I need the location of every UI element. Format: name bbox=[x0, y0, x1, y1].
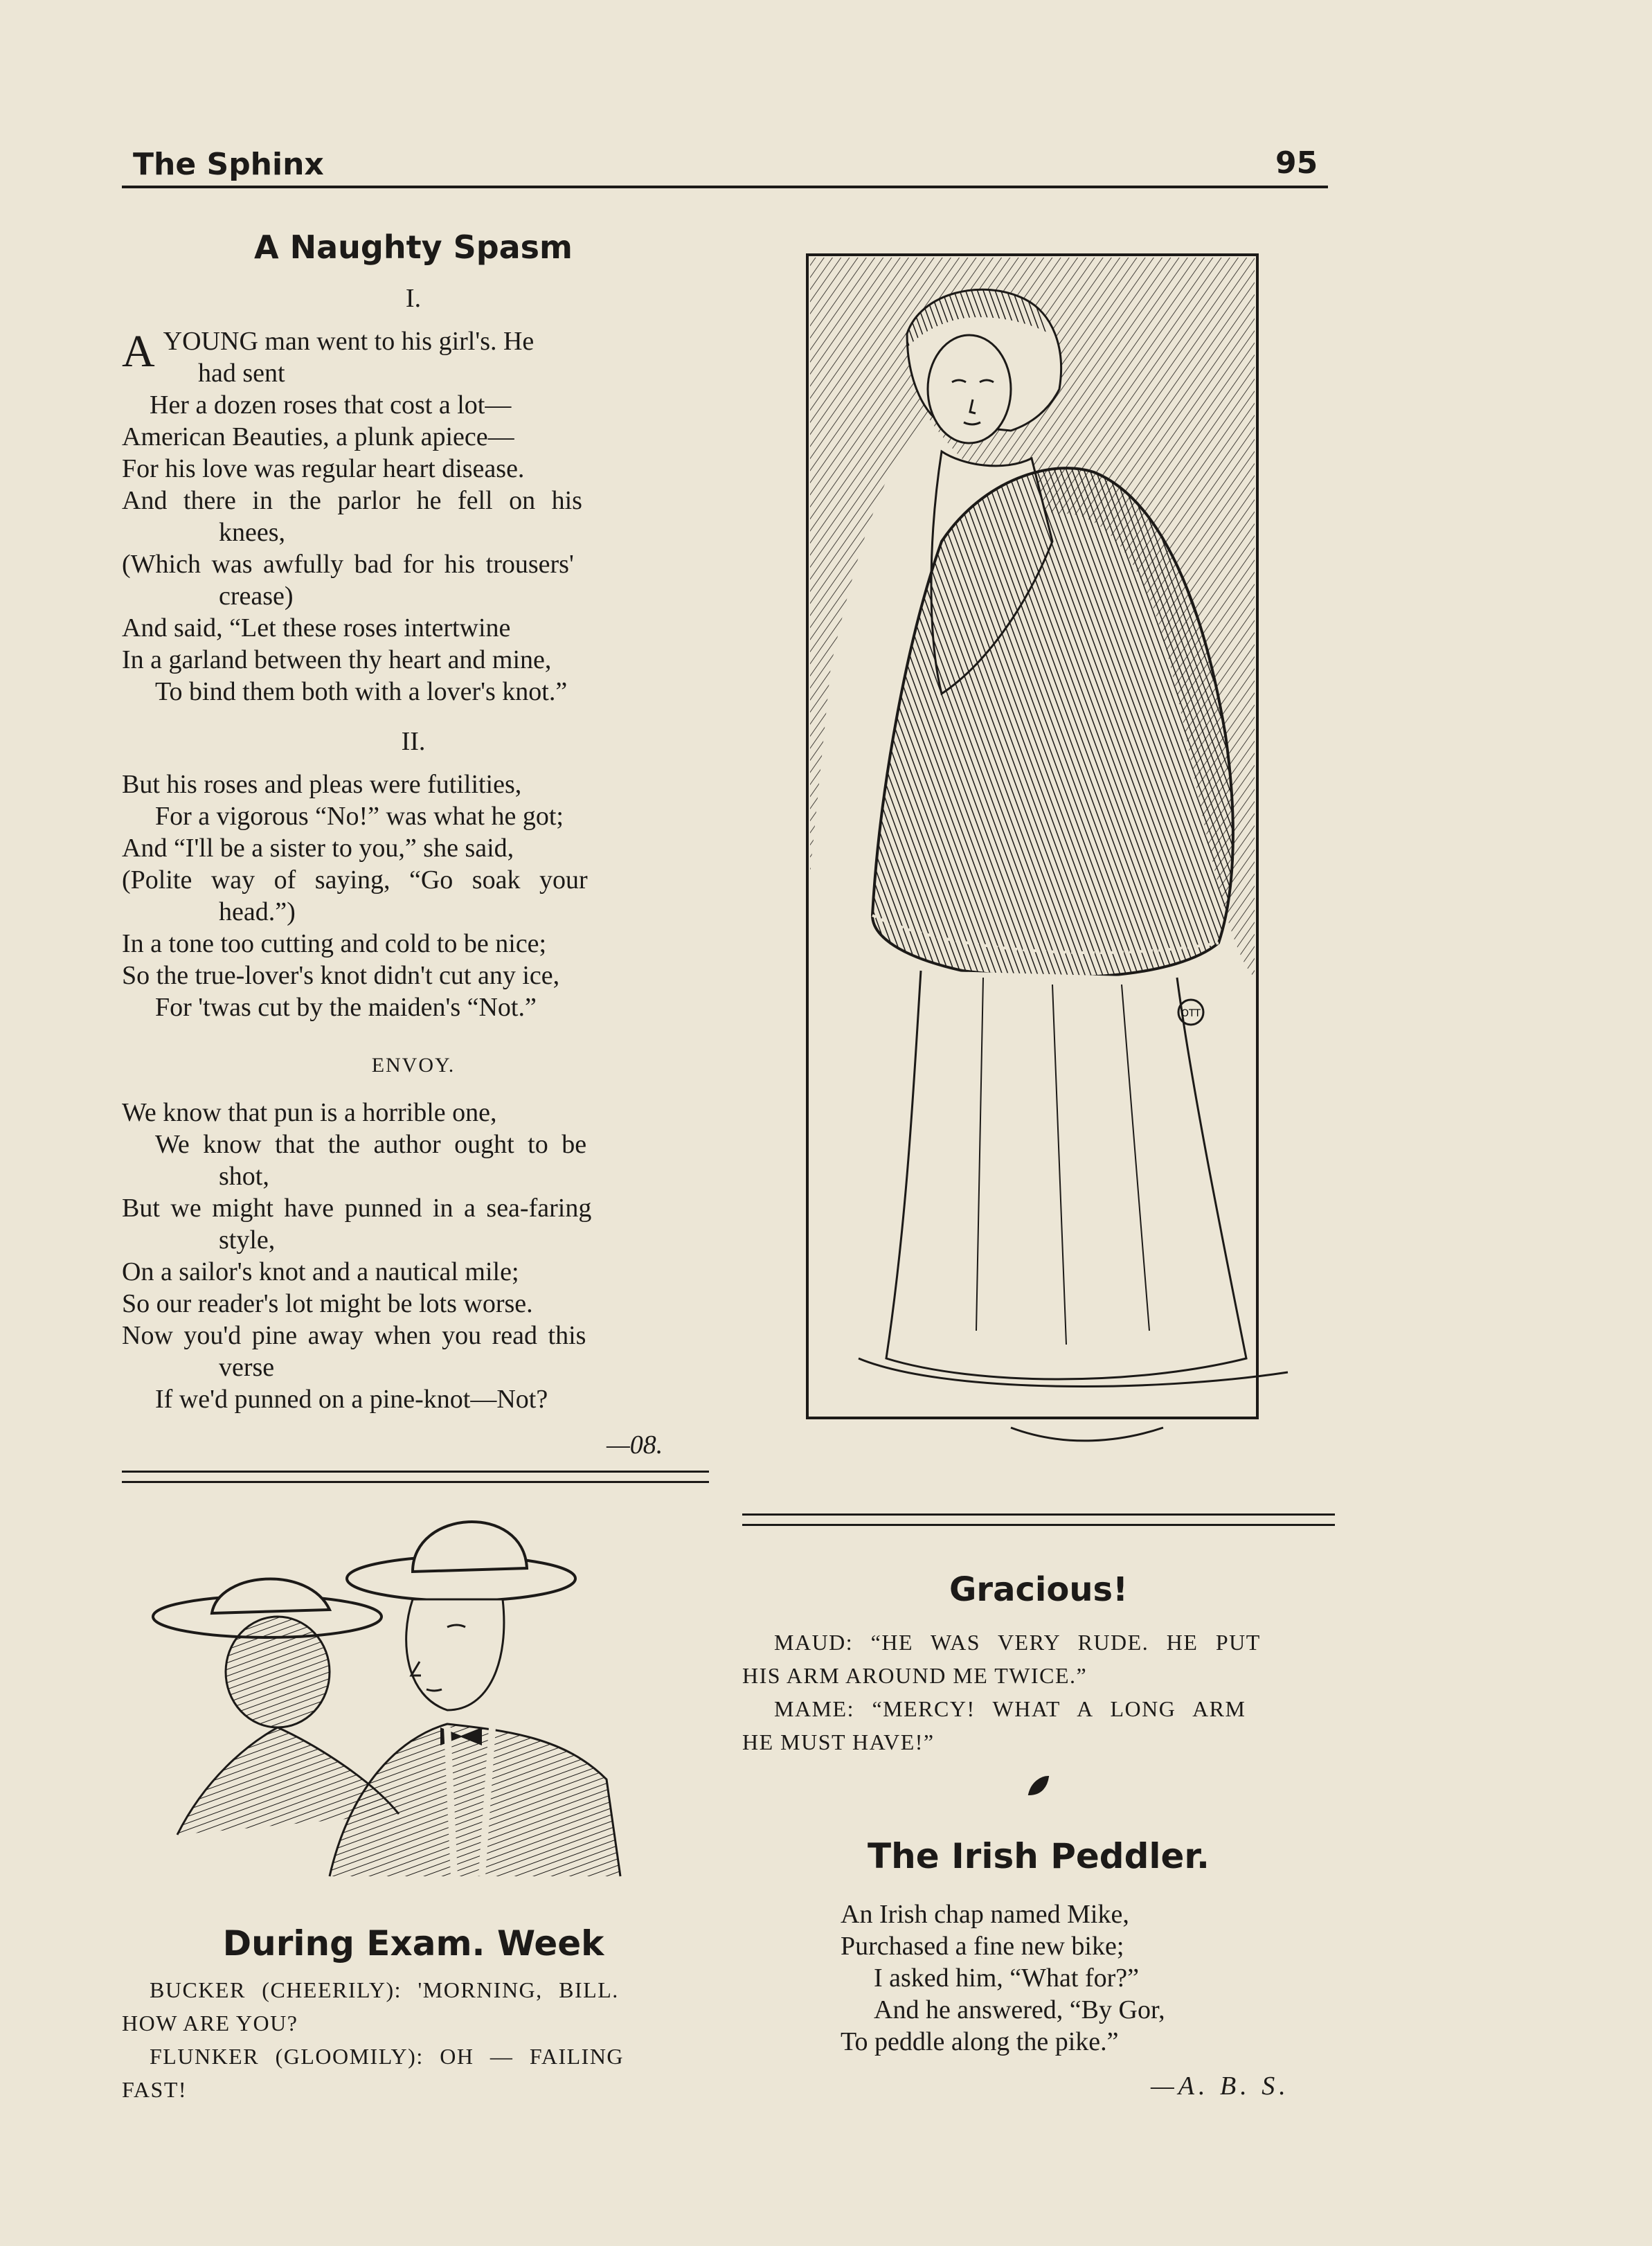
verse-line: style, bbox=[219, 1225, 276, 1255]
verse-line: Now you'd pine away when you read this bbox=[122, 1321, 586, 1350]
verse-line: crease) bbox=[219, 582, 294, 611]
verse-line: I asked him, “What for?” bbox=[874, 1964, 1139, 1993]
exam-line: FLUNKER (GLOOMILY): OH — FAILING bbox=[150, 2044, 625, 2069]
verse-line: And he answered, “By Gor, bbox=[874, 1995, 1165, 2024]
verse-line: verse bbox=[219, 1353, 275, 1382]
verse-line: To peddle along the pike.” bbox=[841, 2027, 1119, 2056]
exam-line: HOW ARE YOU? bbox=[122, 2011, 298, 2036]
gracious-line: MAME: “MERCY! WHAT A LONG ARM bbox=[774, 1696, 1246, 1721]
verse-line: So the true-lover's knot didn't cut any ice, bbox=[122, 961, 560, 990]
woman-illustration bbox=[803, 251, 1329, 1462]
verse-line: If we'd punned on a pine-knot—Not? bbox=[155, 1385, 548, 1414]
exam-title: During Exam. Week bbox=[222, 1923, 604, 1964]
page-number: 95 bbox=[1275, 145, 1318, 181]
irish-title: The Irish Peddler. bbox=[868, 1836, 1210, 1876]
verse-line: So our reader's lot might be lots worse. bbox=[122, 1289, 533, 1318]
irish-signature: —A. B. S. bbox=[1151, 2072, 1290, 2101]
divider-left bbox=[122, 1471, 709, 1483]
verse-line: But we might have punned in a sea-faring bbox=[122, 1194, 592, 1223]
verse-line: shot, bbox=[219, 1162, 269, 1191]
leaf-ornament-icon bbox=[1025, 1772, 1052, 1800]
verse-line: Her a dozen roses that cost a lot— bbox=[150, 390, 512, 420]
verse-line: On a sailor's knot and a nautical mile; bbox=[122, 1257, 519, 1286]
poem-title: A Naughty Spasm bbox=[254, 228, 573, 266]
verse-line: And “I'll be a sister to you,” she said, bbox=[122, 834, 514, 863]
exam-dialogue bbox=[122, 1973, 705, 2106]
envoy-heading: ENVOY. bbox=[371, 1054, 456, 1077]
poem-stanza-1 bbox=[122, 325, 705, 708]
verse-line: And there in the parlor he fell on his bbox=[122, 486, 582, 515]
gracious-line: HIS ARM AROUND ME TWICE.” bbox=[742, 1663, 1088, 1688]
two-men-illustration bbox=[122, 1489, 710, 1904]
verse-line: head.”) bbox=[219, 897, 296, 926]
verse-line: American Beauties, a plunk apiece— bbox=[122, 422, 514, 451]
gracious-line: MAUD: “HE WAS VERY RUDE. HE PUT bbox=[774, 1630, 1261, 1655]
gracious-line: HE MUST HAVE!” bbox=[742, 1730, 935, 1754]
verse-line: For a vigorous “No!” was what he got; bbox=[155, 802, 564, 831]
verse-line: An Irish chap named Mike, bbox=[841, 1900, 1129, 1929]
poem-stanza-3 bbox=[122, 1097, 705, 1415]
section-numeral-2: II. bbox=[401, 727, 426, 756]
verse-line: We know that the author ought to be bbox=[155, 1130, 587, 1159]
exam-line: FAST! bbox=[122, 2077, 188, 2102]
verse-line: For his love was regular heart disease. bbox=[122, 454, 525, 483]
artist-monogram: OTT bbox=[1181, 1008, 1201, 1019]
verse-line: YOUNG man went to his girl's. He bbox=[163, 327, 535, 356]
verse-line: Purchased a fine new bike; bbox=[841, 1932, 1124, 1961]
drop-cap: A bbox=[122, 326, 155, 377]
verse-line: (Which was awfully bad for his trousers' bbox=[122, 550, 574, 579]
gracious-dialogue bbox=[742, 1626, 1335, 1759]
verse-line: We know that pun is a horrible one, bbox=[122, 1098, 497, 1127]
verse-line: In a garland between thy heart and mine, bbox=[122, 645, 552, 674]
gracious-title: Gracious! bbox=[949, 1570, 1128, 1609]
verse-line: To bind them both with a lover's knot.” bbox=[155, 677, 568, 706]
verse-line: And said, “Let these roses intertwine bbox=[122, 613, 511, 643]
exam-line: BUCKER (CHEERILY): 'MORNING, BILL. bbox=[150, 1977, 619, 2002]
verse-line: In a tone too cutting and cold to be nice; bbox=[122, 929, 547, 958]
verse-line: But his roses and pleas were futilities, bbox=[122, 770, 522, 799]
poem-signature: —08. bbox=[607, 1430, 663, 1459]
header-rule bbox=[122, 186, 1328, 188]
verse-line: had sent bbox=[198, 359, 285, 388]
running-title: The Sphinx bbox=[133, 147, 324, 182]
verse-line: For 'twas cut by the maiden's “Not.” bbox=[155, 993, 537, 1022]
verse-line: (Polite way of saying, “Go soak your bbox=[122, 865, 588, 895]
verse-line: knees, bbox=[219, 518, 286, 547]
poem-stanza-2 bbox=[122, 769, 705, 1023]
divider-right bbox=[742, 1513, 1335, 1526]
irish-poem bbox=[841, 1898, 1325, 2058]
section-numeral-1: I. bbox=[405, 284, 422, 313]
